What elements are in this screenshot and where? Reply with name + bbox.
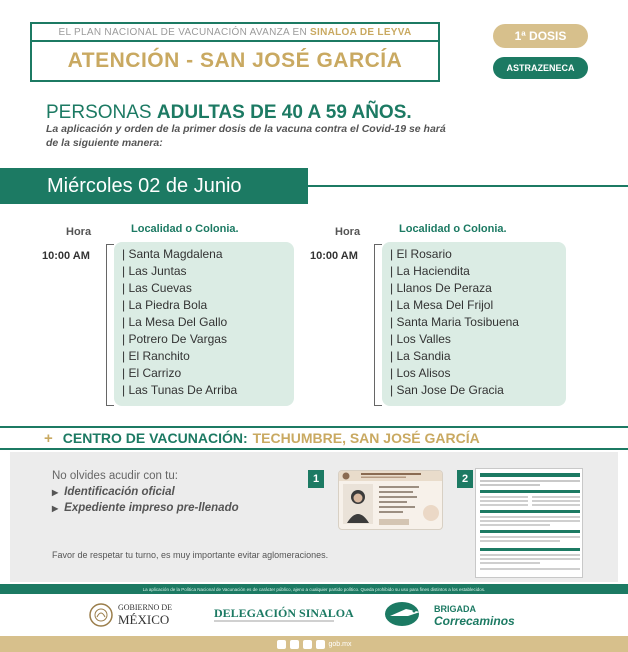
headline-part-b: ADULTAS DE 40 A 59 AÑOS. xyxy=(156,102,412,123)
roadrunner-logo-icon xyxy=(384,600,426,628)
list-item: | El Carrizo xyxy=(122,365,286,382)
list-item: | Santa Maria Tosibuena xyxy=(390,314,558,331)
bracket-left xyxy=(106,244,114,406)
hora-header-left: Hora xyxy=(66,226,92,238)
id-card-image xyxy=(338,470,443,530)
audience-headline xyxy=(46,102,412,124)
localidad-header-right: Localidad o Colonia. xyxy=(399,223,507,235)
gob-label-a: GOBIERNO DE xyxy=(118,603,172,612)
youtube-icon[interactable] xyxy=(316,640,325,649)
legal-disclaimer: La aplicación de la Política Nacional de Vacunación es de carácter público, ajeno a cualquier partido político. Queda prohibido su uso para fines distintos a los establecidos. xyxy=(0,584,628,594)
hora-header-right: Hora xyxy=(335,226,361,238)
list-item: | Llanos De Peraza xyxy=(390,280,558,297)
vaccination-center xyxy=(0,426,628,450)
place-list-right xyxy=(382,242,566,406)
page-title: ATENCIÓN - SAN JOSÉ GARCÍA xyxy=(30,40,440,82)
list-item: | Las Tunas De Arriba xyxy=(122,382,286,399)
mexico-seal-icon xyxy=(88,602,114,628)
list-item: | La Sandia xyxy=(390,348,558,365)
website-link[interactable]: gob.mx xyxy=(328,640,352,648)
step-badge-1: 1 xyxy=(308,470,324,488)
top-banner xyxy=(30,22,440,40)
dose-badge: 1ª DOSIS xyxy=(493,24,588,48)
date-bar: Miércoles 02 de Junio xyxy=(0,168,308,204)
requirement-item xyxy=(52,502,239,514)
facebook-icon[interactable] xyxy=(277,640,286,649)
bracket-right xyxy=(374,244,382,406)
list-item: | El Rosario xyxy=(390,246,558,263)
list-item: | Los Alisos xyxy=(390,365,558,382)
localidad-header-left: Localidad o Colonia. xyxy=(131,223,239,235)
list-item: | La Mesa Del Gallo xyxy=(122,314,286,331)
center-place: TECHUMBRE, SAN JOSÉ GARCÍA xyxy=(252,430,480,446)
triangle-bullet-icon: ▶ xyxy=(52,488,59,497)
list-item: | El Ranchito xyxy=(122,348,286,365)
form-document-image xyxy=(475,468,583,578)
brigada-label-a: BRIGADA xyxy=(434,604,476,614)
turn-note: Favor de respetar tu turno, es muy importante evitar aglomeraciones. xyxy=(52,550,329,560)
banner-state: SINALOA DE LEYVA xyxy=(310,26,412,38)
brigada-label-b: Correcaminos xyxy=(434,614,515,628)
list-item: | San Jose De Gracia xyxy=(390,382,558,399)
gob-label-b: MÉXICO xyxy=(118,612,170,627)
list-item: | La Haciendita xyxy=(390,263,558,280)
footer-logos xyxy=(0,594,628,636)
list-item: | Las Juntas xyxy=(122,263,286,280)
list-item: | La Mesa Del Frijol xyxy=(390,297,558,314)
headline-part-a: PERSONAS xyxy=(46,102,157,123)
time-left: 10:00 AM xyxy=(42,250,90,262)
list-item: | Las Cuevas xyxy=(122,280,286,297)
twitter-icon[interactable] xyxy=(290,640,299,649)
triangle-bullet-icon: ▶ xyxy=(52,504,59,513)
instagram-icon[interactable] xyxy=(303,640,312,649)
time-right: 10:00 AM xyxy=(310,250,358,262)
reminder-intro: No olvides acudir con tu: xyxy=(52,470,178,482)
delegacion-subline xyxy=(214,620,334,622)
vaccine-badge: ASTRAZENECA xyxy=(493,57,588,79)
requirement-text: Identificación oficial xyxy=(64,486,175,498)
list-item: | La Piedra Bola xyxy=(122,297,286,314)
social-bar xyxy=(0,636,628,652)
list-item: | Potrero De Vargas xyxy=(122,331,286,348)
place-list-left xyxy=(114,242,294,406)
step-badge-2: 2 xyxy=(457,470,473,488)
banner-prefix: EL PLAN NACIONAL DE VACUNACIÓN AVANZA EN xyxy=(58,26,308,38)
plus-icon: + xyxy=(44,429,53,447)
requirement-text: Expediente impreso pre-llenado xyxy=(64,502,239,514)
center-label: CENTRO DE VACUNACIÓN: xyxy=(62,430,248,446)
date-divider xyxy=(308,185,628,187)
delegacion-label: DELEGACIÓN SINALOA xyxy=(214,606,354,620)
list-item: | Los Valles xyxy=(390,331,558,348)
list-item: | Santa Magdalena xyxy=(122,246,286,263)
intro-subtext: La aplicación y orden de la primer dosis de la vacuna contra el Covid-19 se hará de la siguiente manera: xyxy=(46,123,446,149)
requirement-item xyxy=(52,486,175,498)
